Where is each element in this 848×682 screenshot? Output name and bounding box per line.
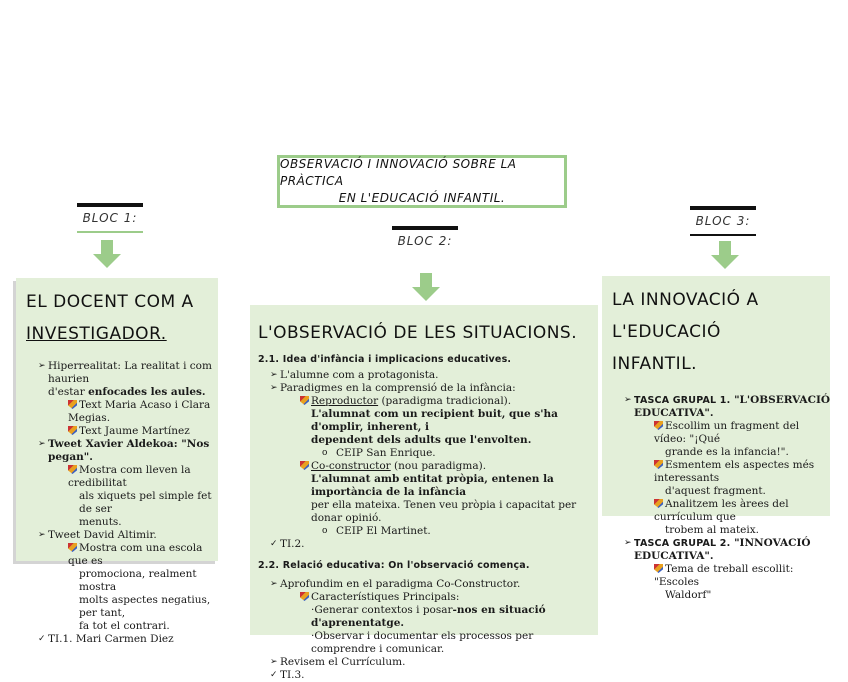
bloc-1-label — [77, 203, 143, 233]
bloc-3-text: BLOC 3: — [695, 214, 751, 228]
flag-bullet-icon — [68, 465, 77, 474]
list-item: Escollim un fragment del vídeo: "¡Qué — [654, 420, 800, 445]
arrow-bullet-icon: ➢ — [624, 538, 632, 548]
flag-bullet-icon — [300, 461, 309, 470]
panel-2-heading: L'OBSERVACIÓ DE LES SITUACIONS. — [258, 323, 578, 343]
arrow-bullet-icon: ➢ — [624, 395, 632, 405]
list-item: ➢ Hiperrealitat: La realitat i com haurien — [38, 360, 212, 385]
list-item: Text Maria Acaso i Clara Megias. — [68, 399, 211, 424]
flag-bullet-icon — [68, 400, 77, 409]
flag-bullet-icon — [654, 564, 663, 573]
bloc-2-label — [392, 226, 458, 256]
arrow-bullet-icon: ➢ — [38, 361, 46, 371]
list-item: ➢ Tweet David Altimir. — [38, 529, 157, 541]
list-item: ➢ TASCA GRUPAL 2. "INNOVACIÓ — [624, 537, 811, 549]
title-box — [277, 155, 567, 208]
flag-bullet-icon — [654, 499, 663, 508]
flag-bullet-icon — [300, 592, 309, 601]
list-item: ✓ TI.3. — [270, 669, 305, 681]
flag-bullet-icon — [68, 543, 77, 552]
list-item: Text Jaume Martínez — [26, 425, 218, 438]
flag-bullet-icon — [300, 396, 309, 405]
arrow-down-icon — [92, 240, 122, 270]
flag-bullet-icon — [654, 460, 663, 469]
circle-bullet-icon: o — [322, 448, 328, 458]
list-item: ➢ TASCA GRUPAL 1. "L'OBSERVACIÓ — [624, 394, 830, 406]
arrow-bullet-icon: ➢ — [38, 439, 46, 449]
arrow-down-icon — [710, 241, 740, 271]
panel-1-heading-line-2: INVESTIGADOR. — [26, 324, 167, 344]
list-item: Esmentem els aspectes més interessants — [654, 459, 815, 484]
list-item: Co-constructor (nou paradigma). — [258, 460, 598, 473]
section-2-1-title: 2.1. Idea d'infància i implicacions educatives. — [258, 354, 512, 365]
list-item: ➢ Paradigmes en la comprensió de la infància: — [270, 382, 516, 394]
bloc-1-text: BLOC 1: — [82, 211, 138, 225]
list-item: o CEIP El Martinet. — [322, 525, 431, 537]
arrow-bullet-icon: ➢ — [270, 657, 278, 667]
list-item: ✓ TI.1. Mari Carmen Diez — [38, 633, 174, 645]
title-line-1: OBSERVACIÓ I INNOVACIÓ SOBRE LA PRÀCTICA — [280, 157, 517, 188]
checkmark-icon: ✓ — [270, 670, 278, 680]
list-item: ➢ Aprofundim en el paradigma Co-Constructor. — [270, 578, 521, 590]
arrow-bullet-icon: ➢ — [38, 530, 46, 540]
list-item: ✓ TI.2. — [270, 538, 305, 550]
arrow-down-icon — [411, 273, 441, 303]
panel-bloc-1: EL DOCENT COM A INVESTIGADOR. ➢ Hiperrealitat: La realitat i com haurien d'estar enfocades les aules. Text Maria Acaso i Clara Megias. Text Jaume Martínez ➢ Tweet Xavier Aldekoa: "Nos pegan". Mostra com lleven la credibilitat als xiquets pel simple fet de ser menuts. ➢ Tweet David Altimir. Mostra com una escola que es promociona, realment mostra molts aspectes negatius, per tant, fa tot el contrari. ✓ TI.1. Mari Carmen Diez — [16, 278, 218, 561]
title-line-2: EN L'EDUCACIÓ INFANTIL. — [338, 191, 506, 205]
list-item: Analitzem les àrees del currículum que — [654, 498, 789, 523]
panel-3-heading-line-1: LA INNOVACIÓ A L'EDUCACIÓ — [612, 290, 759, 342]
panel-bloc-2: L'OBSERVACIÓ DE LES SITUACIONS. 2.1. Idea d'infància i implicacions educatives. ➢ L'alumne com a protagonista. ➢ Paradigmes en la comprensió de la infància: Reproductor (paradigma tradicional). L'alumnat com un recipient buit, que s'ha d'omplir, inherent, i dependent dels adults que l'envolten. o CEIP San Enrique. Co-constructor (nou paradigma). L'alumnat amb entitat pròpia, entenen la importància de la infància per ella mateixa. Tenen veu pròpia i capacitat per donar opinió. o CEIP El Martinet. ✓ TI.2. 2.2. Relació educativa: On l'observació comença. ➢ Aprofundim en el paradigma Co-Constructor. Característiques Principals: ·Generar contextos i posar-nos en situació d'aprenentatge. ·Observar i documentar els processos per comprendre i comunicar. ➢ Revisem el Currículum. ✓ TI.3. — [250, 305, 598, 635]
circle-bullet-icon: o — [322, 526, 328, 536]
list-item: ➢ Tweet Xavier Aldekoa: "Nos pegan". — [38, 438, 210, 463]
arrow-bullet-icon: ➢ — [270, 579, 278, 589]
list-item: Mostra com lleven la credibilitat — [68, 464, 191, 489]
list-item: o CEIP San Enrique. — [322, 447, 436, 459]
checkmark-icon: ✓ — [270, 539, 278, 549]
list-item: Tema de treball escollit: "Escoles — [654, 563, 794, 588]
flag-bullet-icon — [654, 421, 663, 430]
list-item: ➢ L'alumne com a protagonista. — [270, 369, 439, 381]
list-item: ➢ Revisem el Currículum. — [270, 656, 406, 668]
checkmark-icon: ✓ — [38, 634, 46, 644]
arrow-bullet-icon: ➢ — [270, 383, 278, 393]
bloc-2-text: BLOC 2: — [397, 234, 453, 248]
list-item: Reproductor (paradigma tradicional). — [258, 395, 598, 408]
list-item: Mostra com una escola que es — [68, 542, 203, 567]
panel-1-heading-line-1: EL DOCENT COM A — [26, 292, 194, 312]
flag-bullet-icon — [68, 426, 77, 435]
bloc-3-label — [690, 206, 756, 236]
arrow-bullet-icon: ➢ — [270, 370, 278, 380]
section-2-2-title: 2.2. Relació educativa: On l'observació comença. — [258, 560, 530, 571]
panel-bloc-3: LA INNOVACIÓ A L'EDUCACIÓ INFANTIL. ➢ TASCA GRUPAL 1. "L'OBSERVACIÓ EDUCATIVA". Escollim un fragment del vídeo: "¡Qué grande es la infancia!". Esmentem els aspectes més interessants d'aquest fragment. Analitzem les àrees del currículum que trobem al mateix. ➢ TASCA GRUPAL 2. "INNOVACIÓ EDUCATIVA". Tema de treball escollit: "Escoles Waldorf" — [602, 276, 830, 516]
list-item: d'estar enfocades les aules. — [48, 386, 206, 398]
list-item: Característiques Principals: — [258, 591, 598, 604]
panel-3-heading-line-2: INFANTIL. — [612, 354, 698, 374]
